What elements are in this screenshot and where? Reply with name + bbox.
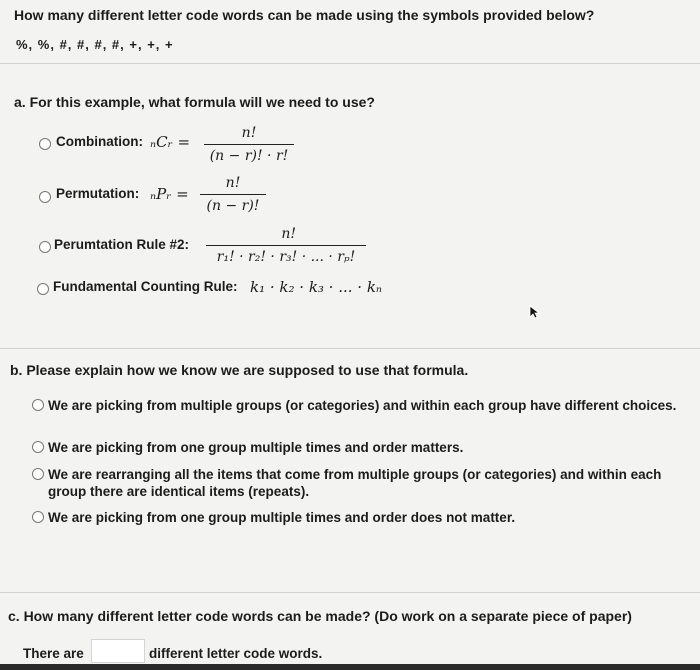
- permutation-rule-2-denominator: r₁! · r₂! · r₃! · ... · rₚ!: [216, 249, 356, 265]
- answer-input[interactable]: [91, 639, 145, 663]
- radio-combination[interactable]: [39, 135, 51, 153]
- option-permutation-label: Permutation:: [56, 186, 140, 201]
- part-b-question: b. Please explain how we know we are supposed to use that formula.: [10, 362, 469, 378]
- combination-fraction: [204, 125, 294, 164]
- symbols-list: %, %, #, #, #, #, +, +, +: [16, 37, 174, 52]
- permutation-denominator: (n − r)!: [206, 198, 260, 214]
- fundamental-counting-formula: k₁ · k₂ · k₃ · ... · kₙ: [250, 278, 382, 296]
- fraction-bar: [200, 194, 266, 195]
- radio-permutation[interactable]: [39, 188, 51, 206]
- fraction-bar: [206, 245, 366, 246]
- bottom-edge: [0, 664, 700, 670]
- permutation-rule-2-numerator: n!: [281, 226, 296, 242]
- part-b-option-order-matters[interactable]: We are picking from one group multiple times and order matters.: [32, 439, 692, 456]
- option-fundamental-counting-rule-label: Fundamental Counting Rule:: [53, 279, 238, 294]
- permutation-fraction: [200, 175, 266, 214]
- radio-button[interactable]: [32, 441, 44, 453]
- combination-denominator: (n − r)! · r!: [209, 148, 289, 164]
- radio-button[interactable]: [32, 468, 44, 480]
- problem-question: How many different letter code words can be made using the symbols provided below?: [14, 7, 595, 23]
- answer-suffix: different letter code words.: [149, 646, 323, 661]
- answer-prefix: There are: [23, 646, 84, 661]
- mouse-cursor-icon: [529, 305, 541, 319]
- divider: [0, 592, 700, 593]
- divider: [0, 63, 700, 64]
- option-permutation-rule-2-label: Perumtation Rule #2:: [54, 237, 190, 252]
- option-combination-label: Combination:: [56, 134, 143, 149]
- divider: [0, 348, 700, 349]
- part-c-question: c. How many different letter code words can be made? (Do work on a separate piece of paper): [8, 608, 632, 624]
- combination-numerator: n!: [241, 125, 257, 141]
- part-a-question: a. For this example, what formula will we need to use?: [14, 94, 375, 110]
- permutation-lhs: ₙPᵣ =: [150, 185, 189, 203]
- part-b-option-order-not-matter[interactable]: We are picking from one group multiple times and order does not matter.: [32, 509, 692, 526]
- part-b-option-rearranging-identical[interactable]: We are rearranging all the items that come from multiple groups (or categories) and within each group there are identical items (repeats).: [32, 466, 692, 500]
- radio-button[interactable]: [32, 399, 44, 411]
- part-b-option-multiple-groups[interactable]: We are picking from multiple groups (or categories) and within each group have different choices.: [32, 397, 692, 414]
- combination-lhs: ₙCᵣ =: [150, 133, 191, 151]
- radio-button[interactable]: [32, 511, 44, 523]
- fraction-bar: [204, 144, 294, 145]
- radio-permutation-rule-2[interactable]: [39, 238, 51, 256]
- permutation-numerator: n!: [225, 175, 241, 191]
- radio-fundamental-counting-rule[interactable]: [37, 280, 49, 298]
- permutation-rule-2-fraction: [206, 226, 366, 265]
